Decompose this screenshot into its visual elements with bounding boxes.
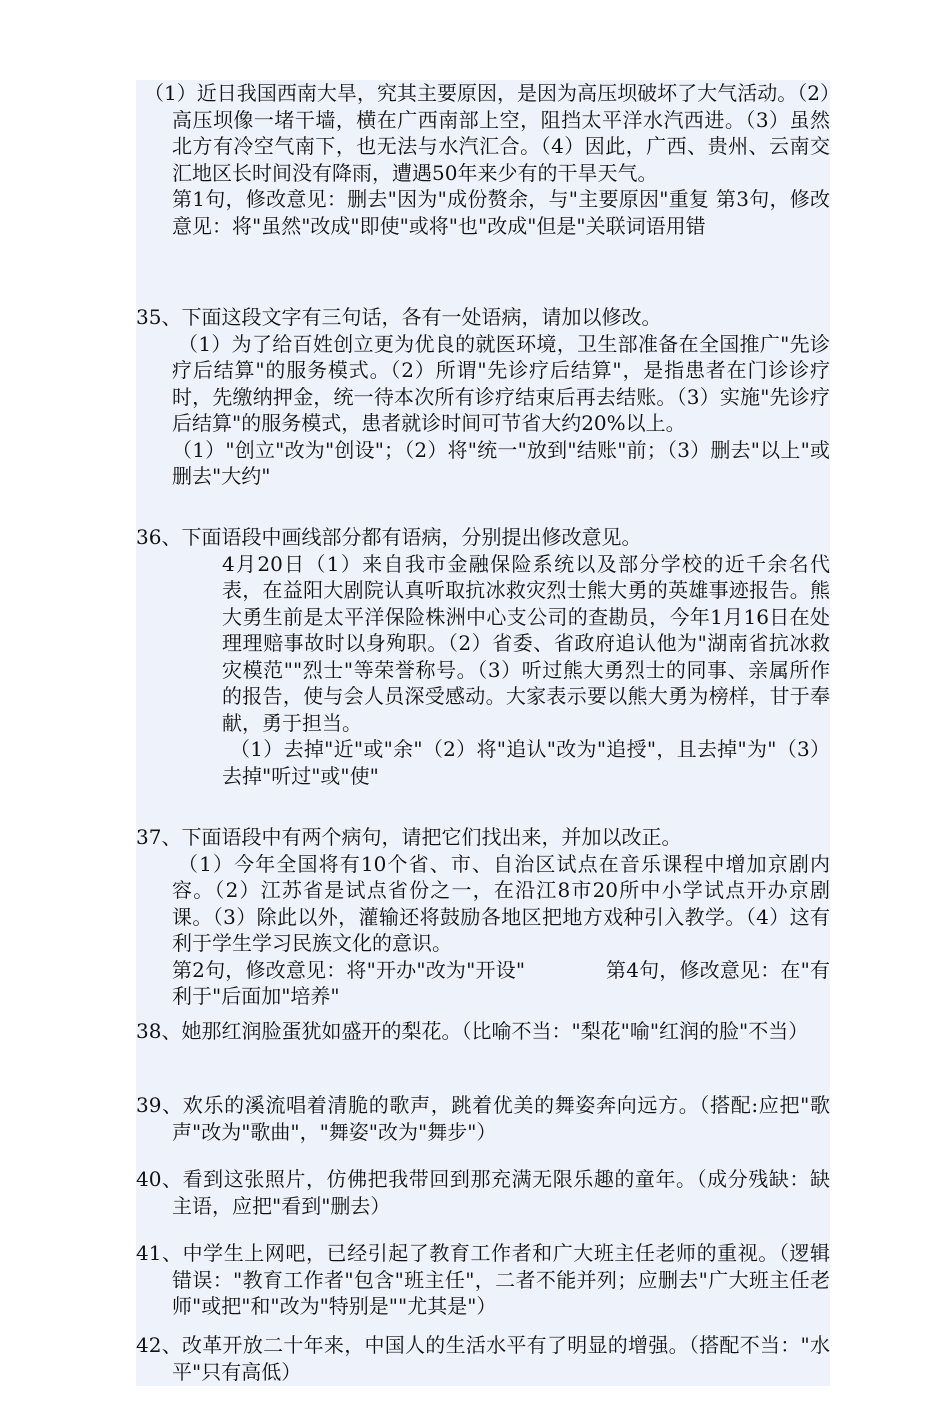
item-41-block — [136, 1240, 830, 1320]
item-40-text: 40、看到这张照片，仿佛把我带回到那充满无限乐趣的童年。（成分残缺：缺主语，应把"看到"删去） — [136, 1167, 830, 1218]
item-42-block — [136, 1332, 830, 1385]
item-34-passage: （1）近日我国西南大旱，究其主要原因，是因为高压坝破坏了大气活动。（2）高压坝像一堵干墙，横在广西南部上空，阻挡太平洋水汽西进。（3）虽然北方有冷空气南下，也无法与水汽汇合。（4）因此，广西、贵州、云南交汇地区长时间没有降雨，遭遇50年来少有的干旱天气。 — [144, 81, 830, 185]
item-34-answer: 第1句，修改意见：删去"因为"成份赘余，与"主要原因"重复 第3句，修改意见：将"虽然"改成"即使"或将"也"改成"但是"关联词语用错 — [172, 187, 830, 238]
item-35-block — [136, 304, 830, 490]
item-39-text: 39、欢乐的溪流唱着清脆的歌声，跳着优美的舞姿奔向远方。（搭配:应把"歌声"改为"歌曲"，"舞姿"改为"舞步"） — [136, 1093, 830, 1144]
item-38-text: 38、她那红润脸蛋犹如盛开的梨花。（比喻不当："梨花"喻"红润的脸"不当） — [136, 1019, 809, 1043]
item-42-text: 42、改革开放二十年来，中国人的生活水平有了明显的增强。（搭配不当："水平"只有高低） — [136, 1333, 830, 1384]
item-39-block — [136, 1092, 830, 1145]
item-37-block — [136, 824, 830, 1010]
item-38-block — [136, 1018, 830, 1045]
item-36-question: 36、下面语段中画线部分都有语病，分别提出修改意见。 — [136, 525, 642, 549]
item-37-question: 37、下面语段中有两个病句，请把它们找出来，并加以改正。 — [136, 825, 682, 849]
item-36-passage: 4月20日（1）来自我市金融保险系统以及部分学校的近千余名代表，在益阳大剧院认真听取抗冰救灾烈士熊大勇的英雄事迹报告。熊大勇生前是太平洋保险株洲中心支公司的查勘员，今年1月16日在处理理赔事故时以身殉职。（2）省委、省政府追认他为"湖南省抗冰救灾模范""烈士"等荣誉称号。（3）听过熊大勇烈士的同事、亲属所作的报告，使与会人员深受感动。大家表示要以熊大勇为榜样，甘于奉献，勇于担当。 — [222, 551, 830, 735]
item-41-text: 41、中学生上网吧，已经引起了教育工作者和广大班主任老师的重视。（逻辑错误："教育工作者"包含"班主任"，二者不能并列；应删去"广大班主任老师"或把"和"改为"特别是""尤其是"） — [136, 1241, 830, 1318]
item-35-answer: （1）"创立"改为"创设"；（2）将"统一"放到"结账"前；（3）删去"以上"或删去"大约" — [172, 437, 830, 488]
item-34-block — [136, 80, 830, 239]
item-37-passage: （1）今年全国将有10个省、市、自治区试点在音乐课程中增加京剧内容。（2）江苏省是试点省份之一，在沿江8市20所中小学试点开办京剧课。（3）除此以外，灌输还将鼓励各地区把地方戏种引入教学。（4）这有利于学生学习民族文化的意识。 — [172, 851, 830, 955]
item-40-block — [136, 1166, 830, 1219]
item-35-passage: （1）为了给百姓创立更为优良的就医环境，卫生部准备在全国推广"先诊疗后结算"的服务模式。（2）所谓"先诊疗后结算"，是指患者在门诊诊疗时，先缴纳押金，统一待本次所有诊疗结束后再去结账。（3）实施"先诊疗后结算"的服务模式，患者就诊时间可节省大约20%以上。 — [172, 331, 830, 435]
item-37-answer: 第2句，修改意见：将"开办"改为"开设" 第4句，修改意见：在"有利于"后面加"培养" — [172, 957, 830, 1008]
document-page — [136, 80, 830, 1386]
item-35-question: 35、下面这段文字有三句话，各有一处语病，请加以修改。 — [136, 305, 662, 329]
item-36-answer: （1）去掉"近"或"余"（2）将"追认"改为"追授"，且去掉"为"（3）去掉"听过"或"使" — [222, 737, 830, 788]
item-36-block — [136, 524, 830, 789]
